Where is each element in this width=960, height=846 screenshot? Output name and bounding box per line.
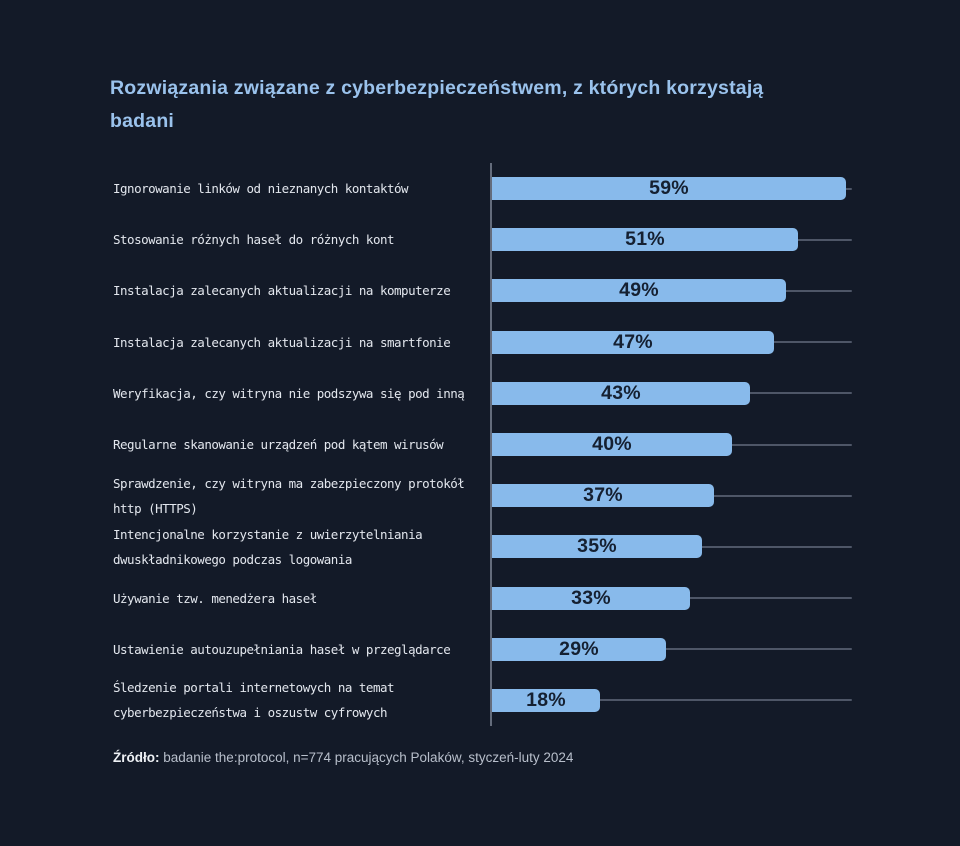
bar-value-label: 18% — [526, 688, 566, 711]
chart-title: Rozwiązania związane z cyberbezpieczeństwem, z których korzystają badani — [110, 77, 764, 132]
category-label-line: cyberbezpieczeństwa i oszustw cyfrowych — [113, 705, 387, 721]
chart-row — [113, 675, 850, 726]
bar-cell — [492, 675, 850, 726]
bar-cell — [492, 573, 850, 624]
bar-value-label: 47% — [613, 330, 653, 353]
bar — [492, 279, 786, 302]
bar — [492, 382, 750, 405]
category-label-line: http (HTTPS) — [113, 500, 198, 516]
category-label-line: Regularne skanowanie urządzeń pod kątem wirusów — [113, 437, 444, 453]
bar-cell — [492, 163, 850, 214]
bar-cell — [492, 368, 850, 419]
chart-row — [113, 214, 850, 265]
source-note-text: badanie the:protocol, n=774 pracujących Polaków, styczeń-luty 2024 — [159, 750, 574, 765]
category-label — [113, 470, 492, 521]
chart-row — [113, 573, 850, 624]
bar-value-label: 51% — [625, 228, 665, 251]
chart-row — [113, 624, 850, 675]
chart-rows — [113, 163, 850, 726]
bar — [492, 484, 714, 507]
chart-row — [113, 521, 850, 572]
bar-value-label: 43% — [601, 381, 641, 404]
category-label-line: Weryfikacja, czy witryna nie podszywa się pod inną — [113, 385, 465, 401]
bar-cell — [492, 419, 850, 470]
bar-cell — [492, 317, 850, 368]
bar-value-label: 35% — [577, 535, 617, 558]
source-note-label: Źródło: — [113, 750, 160, 765]
bar — [492, 433, 732, 456]
y-axis-line — [490, 163, 492, 726]
bar-cell — [492, 265, 850, 316]
source-note — [113, 750, 573, 765]
category-label — [113, 214, 492, 265]
bar-cell — [492, 214, 850, 265]
bar-value-label: 33% — [571, 586, 611, 609]
bar-cell — [492, 470, 850, 521]
bar-chart — [113, 163, 850, 726]
bar-value-label: 49% — [619, 279, 659, 302]
category-label — [113, 265, 492, 316]
category-label-line: Stosowanie różnych haseł do różnych kont — [113, 232, 395, 248]
category-label-line: Używanie tzw. menedżera haseł — [113, 590, 317, 606]
bar-value-label: 59% — [649, 177, 689, 200]
chart-row — [113, 317, 850, 368]
category-label-line: Śledzenie portali internetowych na temat — [113, 680, 395, 696]
bar — [492, 689, 600, 712]
bar — [492, 228, 798, 251]
bar-value-label: 37% — [583, 484, 623, 507]
category-label — [113, 368, 492, 419]
bar — [492, 331, 774, 354]
bar — [492, 177, 846, 200]
chart-row — [113, 265, 850, 316]
chart-row — [113, 368, 850, 419]
category-label-line: Instalacja zalecanych aktualizacji na smartfonie — [113, 334, 451, 350]
bar-value-label: 40% — [592, 433, 632, 456]
category-label-line: Ustawienie autouzupełniania haseł w przeglądarce — [113, 641, 451, 657]
chart-row — [113, 419, 850, 470]
bar — [492, 535, 702, 558]
category-label — [113, 675, 492, 726]
category-label — [113, 521, 492, 572]
category-label — [113, 317, 492, 368]
bar-cell — [492, 624, 850, 675]
category-label-line: Sprawdzenie, czy witryna ma zabezpieczony protokół — [113, 475, 465, 491]
category-label — [113, 419, 492, 470]
category-label — [113, 163, 492, 214]
category-label — [113, 624, 492, 675]
category-label-line: Instalacja zalecanych aktualizacji na komputerze — [113, 283, 451, 299]
bar-cell — [492, 521, 850, 572]
bar — [492, 638, 666, 661]
category-label-line: Intencjonalne korzystanie z uwierzytelniania — [113, 526, 423, 542]
chart-row — [113, 470, 850, 521]
bar-value-label: 29% — [559, 637, 599, 660]
category-label-line: Ignorowanie linków od nieznanych kontaktów — [113, 181, 409, 197]
bar — [492, 587, 690, 610]
category-label — [113, 573, 492, 624]
chart-row — [113, 163, 850, 214]
category-label-line: dwuskładnikowego podczas logowania — [113, 551, 352, 567]
